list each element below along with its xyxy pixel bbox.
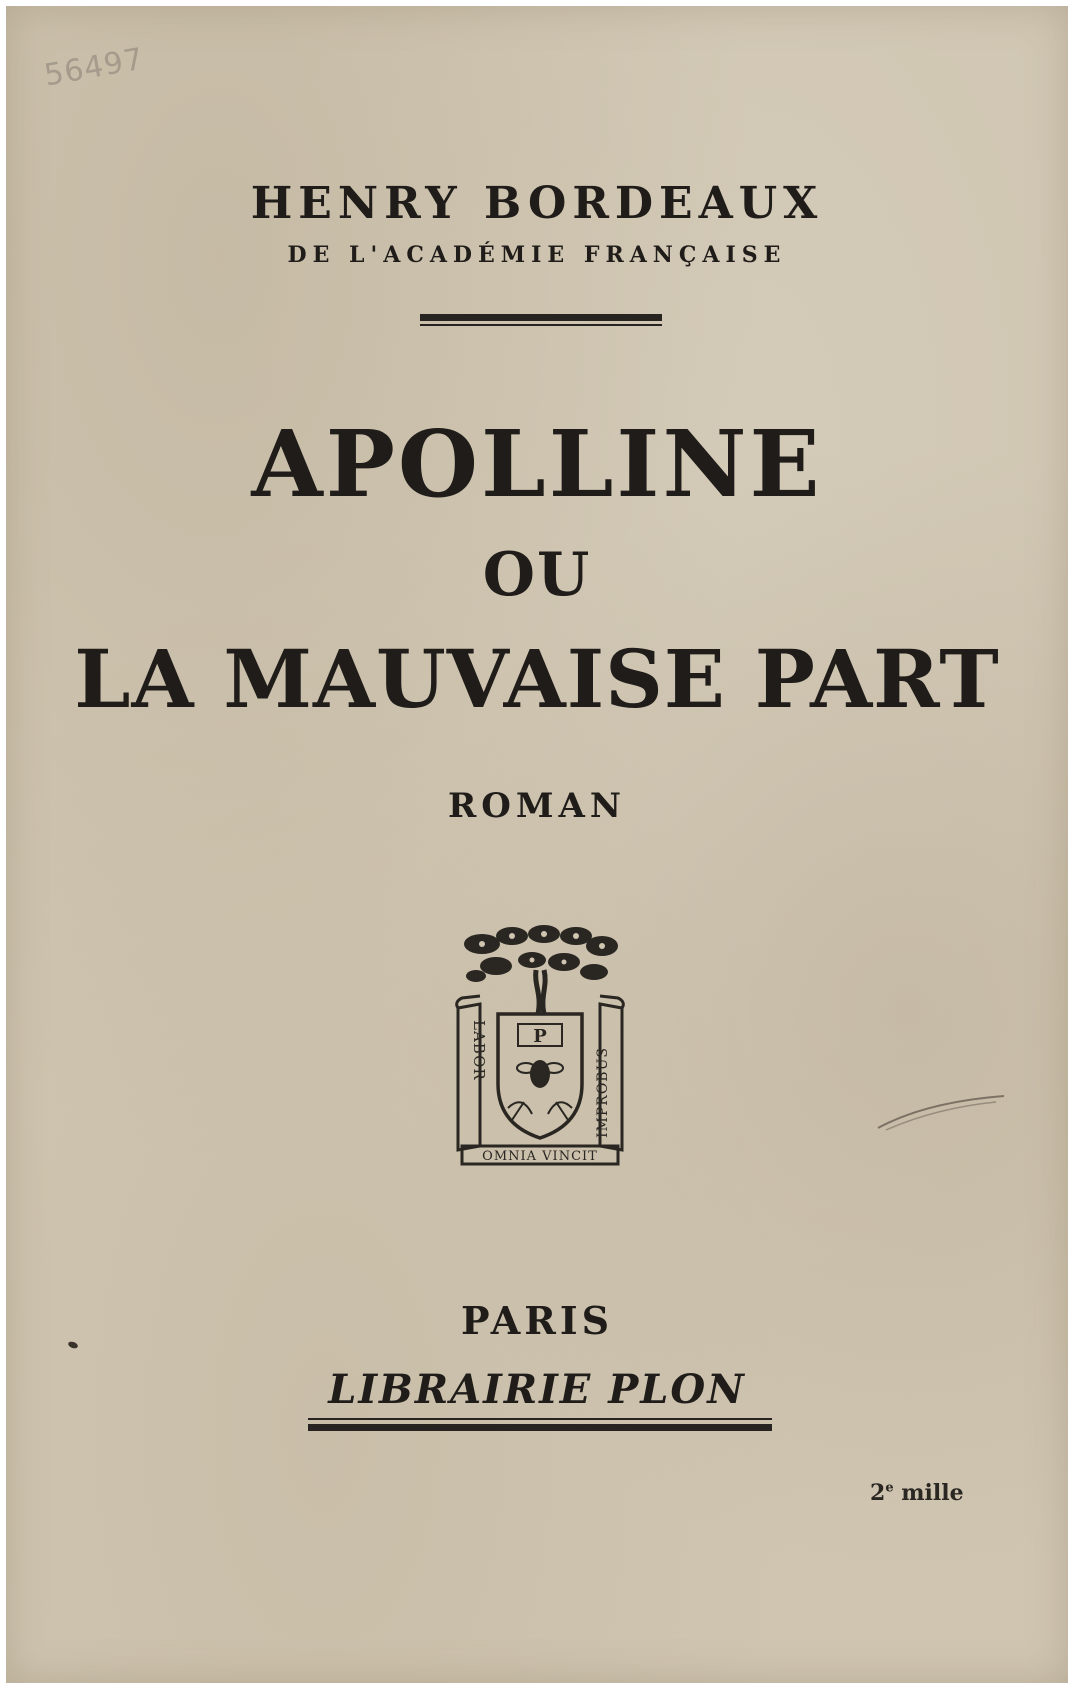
edition-mark [870, 1480, 964, 1506]
book-cover [6, 6, 1068, 1683]
emblem-motto-bottom: OMNIA VINCIT [482, 1149, 598, 1164]
genre-label: ROMAN [448, 786, 626, 826]
pencil-scratch-mark [876, 1092, 1006, 1132]
publisher-emblem-icon [452, 924, 628, 1166]
edition-suffix: e [885, 1480, 894, 1496]
title-line-2: OU [482, 540, 592, 610]
top-rule-thin [420, 324, 662, 326]
bottom-rule-thin [308, 1418, 772, 1420]
author-affiliation: DE L'ACADÉMIE FRANÇAISE [287, 242, 787, 268]
publication-city: PARIS [460, 1298, 614, 1343]
edition-number: 2 [870, 1480, 886, 1506]
pencil-inventory-note: 56497 [41, 41, 147, 94]
title-line-1: APOLLINE [251, 410, 823, 518]
emblem-monogram: P [533, 1026, 547, 1047]
emblem-motto-left: LABOR [470, 1020, 488, 1081]
bottom-rule-thick [308, 1424, 772, 1431]
emblem-motto-right: IMPROBUS [595, 1047, 611, 1138]
edition-word: mille [901, 1480, 964, 1506]
author-name: HENRY BORDEAUX [250, 178, 824, 229]
title-line-3: LA MAUVAISE PART [74, 632, 1000, 726]
top-rule-thick [420, 314, 662, 321]
publisher-name: LIBRAIRIE PLON [328, 1366, 746, 1413]
